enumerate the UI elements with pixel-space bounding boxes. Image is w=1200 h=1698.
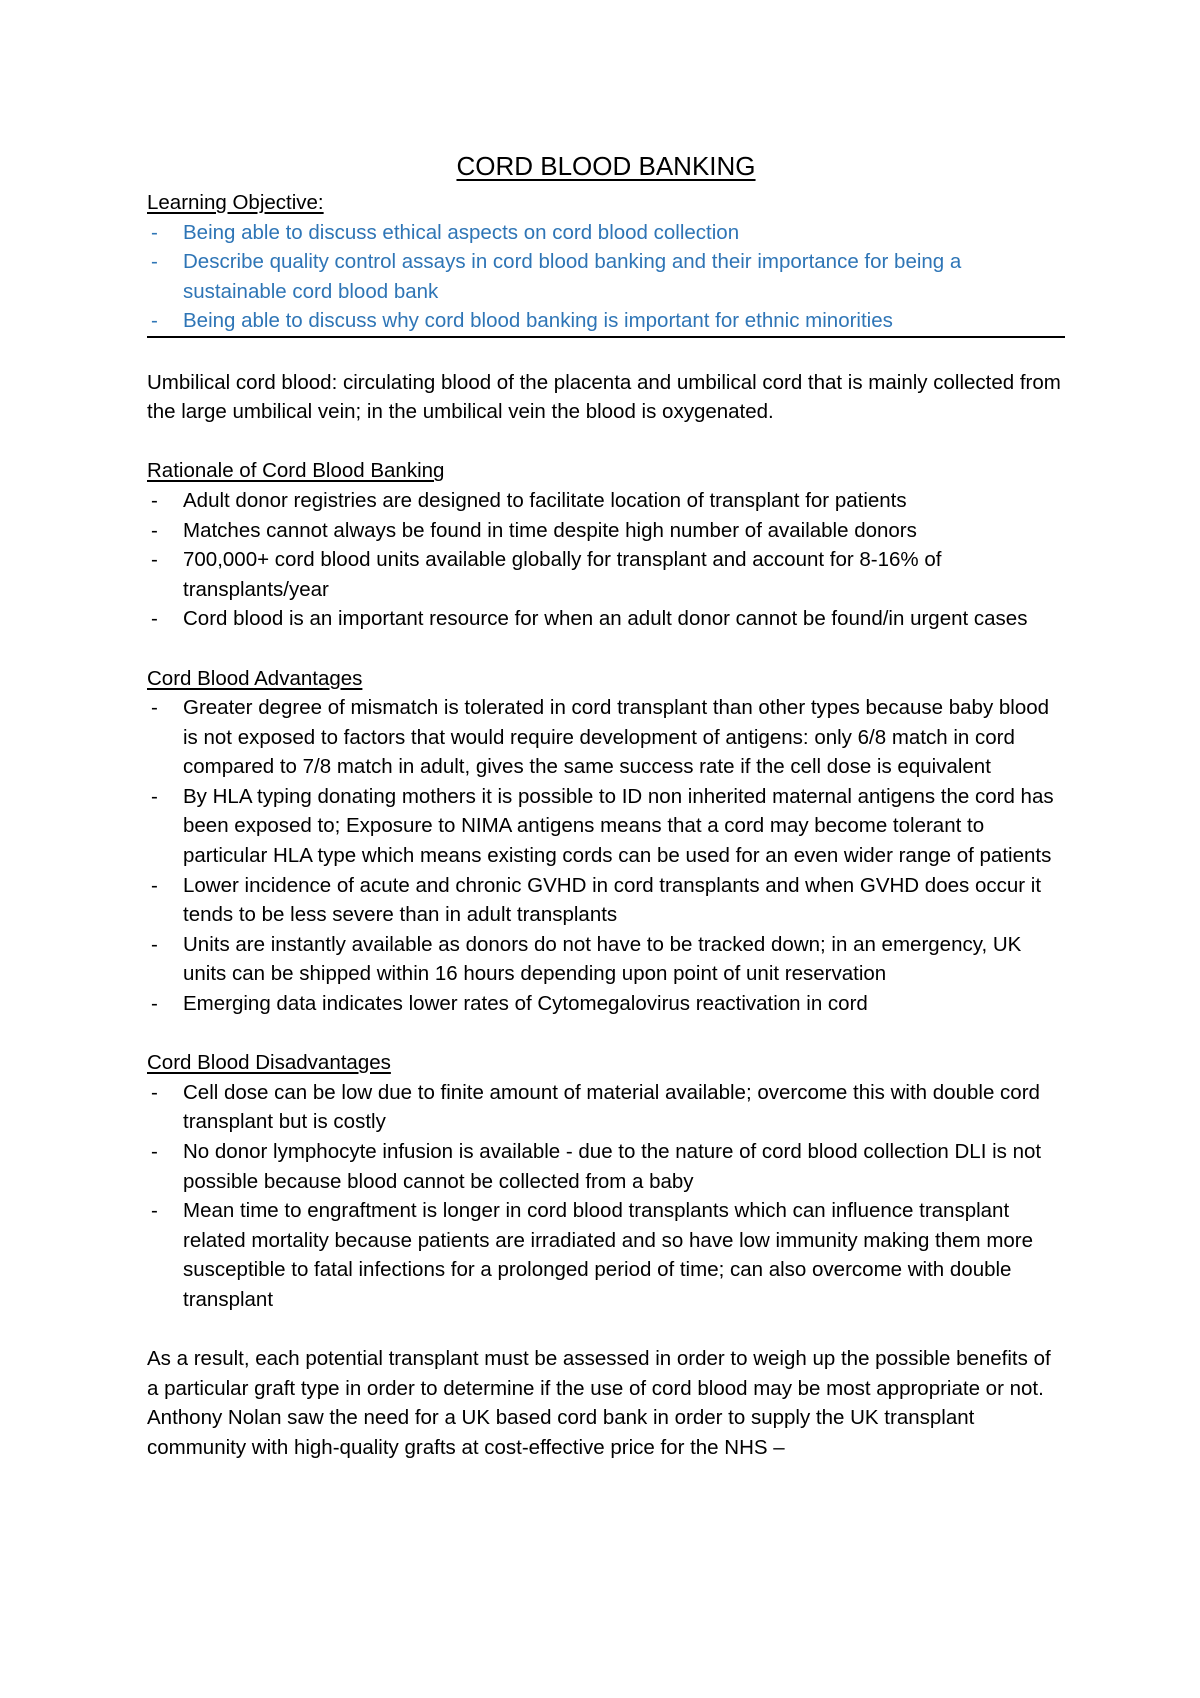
advantages-heading: Cord Blood Advantages	[147, 666, 363, 690]
rationale-list	[147, 486, 1065, 634]
disadvantages-list	[147, 1078, 1065, 1315]
disadvantages-heading: Cord Blood Disadvantages	[147, 1051, 391, 1075]
objective-item: - Describe quality control assays in cord blood banking and their importance for being a sustainable cord blood bank	[147, 247, 1065, 306]
conclusion-paragraph: As a result, each potential transplant must be assessed in order to weigh up the possible benefits of a particular graft type in order to determine if the use of cord blood may be most appropriate or not. Anthony Nolan saw the need for a UK based cord bank in order to supply the UK transplant community with high-quality grafts at cost-effective price for the NHS –	[147, 1347, 1051, 1459]
list-item: - Units are instantly available as donors do not have to be tracked down; in an emergency, UK units can be shipped within 16 hours depending upon point of unit reservation	[147, 930, 1065, 989]
list-item: - Cell dose can be low due to finite amount of material available; overcome this with double cord transplant but is costly	[147, 1078, 1065, 1137]
objective-item: - Being able to discuss why cord blood banking is important for ethnic minorities	[147, 306, 1065, 336]
list-item: - Greater degree of mismatch is tolerated in cord transplant than other types because baby blood is not exposed to factors that would require development of antigens: only 6/8 match in cord compared to 7/8 match in adult, gives the same success rate if the cell dose is equivalent	[147, 693, 1065, 782]
objective-item: - Being able to discuss ethical aspects on cord blood collection	[147, 218, 1065, 248]
page-title: CORD BLOOD BANKING	[456, 151, 756, 181]
list-item: - 700,000+ cord blood units available globally for transplant and account for 8-16% of transplants/year	[147, 545, 1065, 604]
list-item: - Mean time to engraftment is longer in cord blood transplants which can influence transplant related mortality because patients are irradiated and so have low immunity making them more susceptible to fatal infections for a prolonged period of time; can also overcome with double transplant	[147, 1196, 1065, 1314]
list-item: - By HLA typing donating mothers it is possible to ID non inherited maternal antigens the cord has been exposed to; Exposure to NIMA antigens means that a cord may become tolerant to particular HLA type which means existing cords can be used for an even wider range of patients	[147, 782, 1065, 871]
list-item: - Emerging data indicates lower rates of Cytomegalovirus reactivation in cord	[147, 989, 1065, 1019]
advantages-list	[147, 693, 1065, 1019]
document-page	[147, 150, 1065, 1463]
list-item: - Lower incidence of acute and chronic GVHD in cord transplants and when GVHD does occur it tends to be less severe than in adult transplants	[147, 871, 1065, 930]
learning-objective-list	[147, 218, 1065, 336]
list-item: - No donor lymphocyte infusion is available - due to the nature of cord blood collection DLI is not possible because blood cannot be collected from a baby	[147, 1137, 1065, 1196]
list-item: - Cord blood is an important resource for when an adult donor cannot be found/in urgent cases	[147, 604, 1065, 634]
rationale-heading: Rationale of Cord Blood Banking	[147, 459, 445, 483]
learning-objective-heading: Learning Objective:	[147, 191, 324, 214]
definition-paragraph: Umbilical cord blood: circulating blood of the placenta and umbilical cord that is mainly collected from the large umbilical vein; in the umbilical vein the blood is oxygenated.	[147, 370, 1061, 424]
list-item: - Adult donor registries are designed to facilitate location of transplant for patients	[147, 486, 1065, 516]
list-item: - Matches cannot always be found in time despite high number of available donors	[147, 516, 1065, 546]
